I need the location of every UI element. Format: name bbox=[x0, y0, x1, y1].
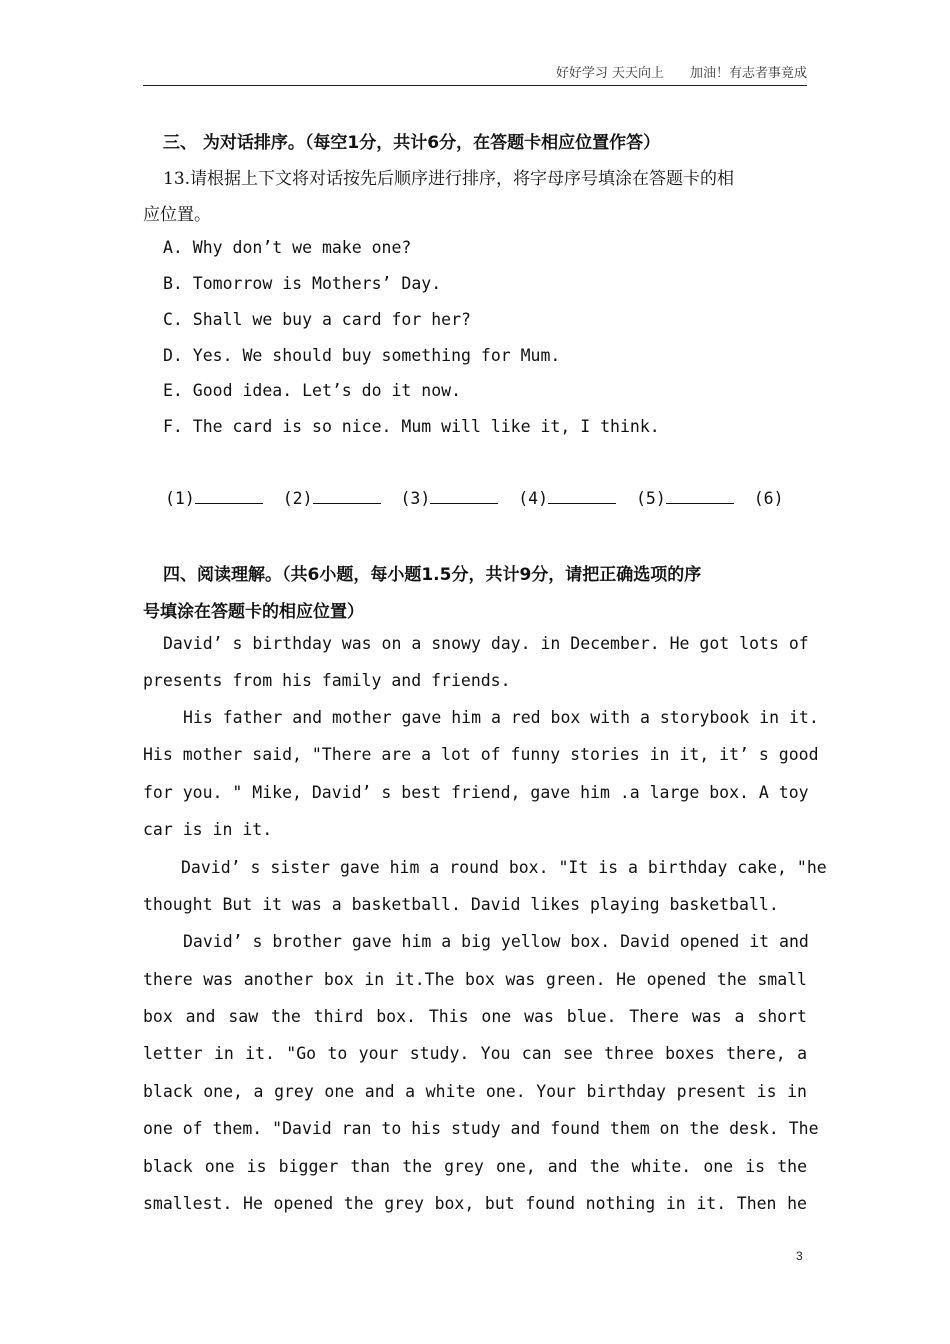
option-e: E. Good idea. Let’s do it now. bbox=[163, 381, 462, 400]
passage-line: thought But it was a basketball. David likes playing basketball. bbox=[143, 895, 779, 914]
section4-heading-line2: 号填涂在答题卡的相应位置） bbox=[143, 602, 364, 622]
passage-line: one of them. "David ran to his study and found them on the desk. The bbox=[143, 1119, 819, 1138]
passage-line: His father and mother gave him a red box with a storybook in it. bbox=[183, 708, 819, 727]
passage-line: car is in it. bbox=[143, 820, 273, 839]
option-a: A. Why don’t we make one? bbox=[163, 238, 412, 257]
section3-heading: 三、 为对话排序。（每空1分，共计6分，在答题卡相应位置作答） bbox=[163, 133, 661, 153]
answer-slot-3[interactable]: (3) bbox=[401, 489, 499, 508]
section4-heading-line1: 四、阅读理解。（共6小题，每小题1.5分，共计9分，请把正确选项的序 bbox=[163, 565, 702, 585]
option-b: B. Tomorrow is Mothers’ Day. bbox=[163, 274, 442, 293]
answer-slot-5[interactable]: (5) bbox=[636, 489, 734, 508]
header-motto-left: 好好学习 天天向上 bbox=[555, 66, 664, 81]
passage-line: David’ s brother gave him a big yellow box. David opened it and bbox=[183, 932, 809, 951]
passage-line: black one is bigger than the grey one, and the white. one is the bbox=[143, 1157, 807, 1176]
page-number: 3 bbox=[796, 1249, 803, 1263]
option-c: C. Shall we buy a card for her? bbox=[163, 310, 471, 329]
passage-line: smallest. He opened the grey box, but found nothing in it. Then he bbox=[143, 1194, 807, 1213]
header-motto-right: 加油！有志者事竟成 bbox=[689, 66, 807, 81]
answer-slot-1[interactable]: (1) bbox=[165, 489, 263, 508]
answer-slot-4[interactable]: (4) bbox=[518, 489, 616, 508]
passage-line: David’ s birthday was on a snowy day. in December. He got lots of bbox=[163, 634, 809, 653]
answer-slot-6[interactable]: (6) bbox=[753, 489, 784, 508]
question13-line2: 应位置。 bbox=[143, 205, 211, 225]
answer-slot-2[interactable]: (2) bbox=[283, 489, 381, 508]
passage-line: presents from his family and friends. bbox=[143, 671, 511, 690]
passage-line: black one, a grey one and a white one. Your birthday present is in bbox=[143, 1082, 807, 1101]
passage-line: there was another box in it.The box was green. He opened the small bbox=[143, 970, 807, 989]
option-d: D. Yes. We should buy something for Mum. bbox=[163, 346, 561, 365]
passage-line: box and saw the third box. This one was blue. There was a short bbox=[143, 1007, 807, 1026]
passage-line: letter in it. "Go to your study. You can see three boxes there, a bbox=[143, 1044, 807, 1063]
question13-line1: 13.请根据上下文将对话按先后顺序进行排序，将字母序号填涂在答题卡的相 bbox=[163, 169, 735, 189]
passage-line: David’ s sister gave him a round box. "It is a birthday cake, "he bbox=[181, 858, 827, 877]
answer-blanks bbox=[165, 488, 794, 508]
option-f: F. The card is so nice. Mum will like it, I think. bbox=[163, 417, 660, 436]
passage-line: for you. " Mike, David’ s best friend, gave him .a large box. A toy bbox=[143, 783, 809, 802]
page-header bbox=[143, 64, 807, 86]
passage-line: His mother said, "There are a lot of funny stories in it, it’ s good bbox=[143, 745, 819, 764]
